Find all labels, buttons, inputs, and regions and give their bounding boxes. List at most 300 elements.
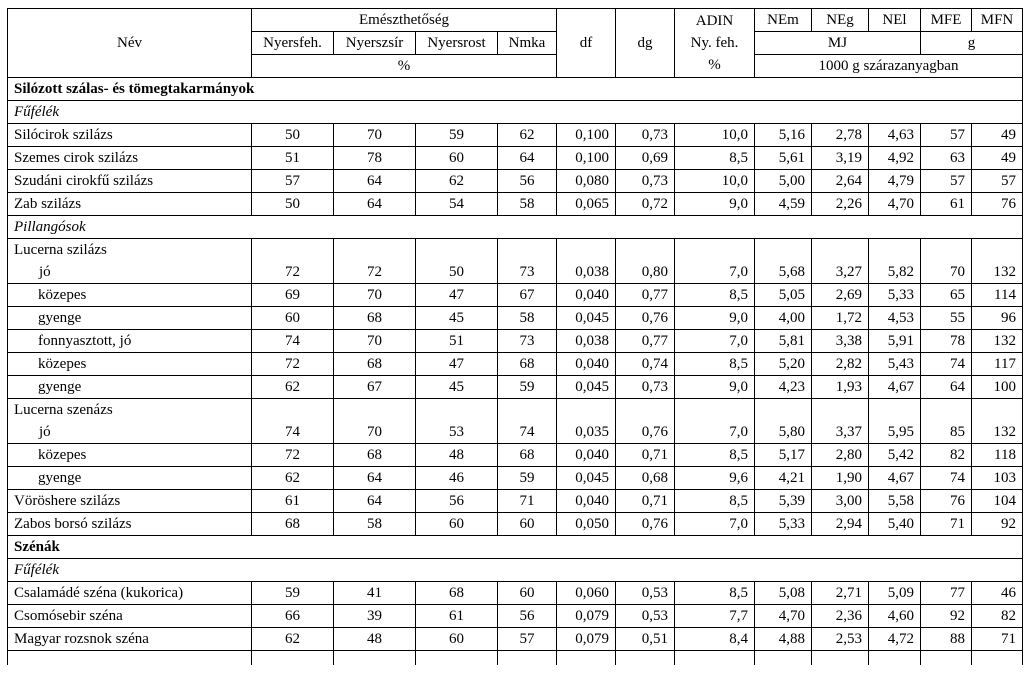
cell-value: 88 bbox=[921, 628, 972, 651]
cell-value: 96 bbox=[972, 307, 1023, 330]
cell-value: 74 bbox=[252, 330, 334, 353]
table-row bbox=[8, 628, 1023, 651]
cell-value: 45 bbox=[416, 307, 498, 330]
cell-value: 54 bbox=[416, 193, 498, 216]
cell-value: 4,70 bbox=[755, 605, 812, 628]
cell-value: 72 bbox=[252, 444, 334, 467]
table-row bbox=[8, 124, 1023, 147]
cell-value: 0,045 bbox=[557, 376, 616, 399]
cell-value: 10,0 bbox=[675, 124, 755, 147]
header-nmka: Nmka bbox=[498, 32, 557, 55]
cell-value: 1,93 bbox=[812, 376, 869, 399]
cell-value: 67 bbox=[334, 376, 416, 399]
cell-value: 5,91 bbox=[869, 330, 921, 353]
cell-value: 0,74 bbox=[616, 353, 675, 376]
cell-value: 7,7 bbox=[675, 605, 755, 628]
cell-value: 4,00 bbox=[755, 307, 812, 330]
cell-value: 58 bbox=[498, 307, 557, 330]
cell-value: 64 bbox=[334, 170, 416, 193]
row-name-text: jó bbox=[39, 264, 51, 280]
cell-value: 114 bbox=[972, 284, 1023, 307]
row-name: Csomósebir széna bbox=[8, 605, 252, 628]
header-adin-line3: % bbox=[708, 57, 721, 73]
cell-value: 39 bbox=[334, 605, 416, 628]
section-silozott bbox=[8, 78, 1023, 101]
cell-value: 62 bbox=[252, 467, 334, 490]
group-label: Lucerna szilázs bbox=[14, 242, 107, 258]
cell-value: 3,19 bbox=[812, 147, 869, 170]
cell-value: 4,63 bbox=[869, 124, 921, 147]
cell-value: 58 bbox=[498, 193, 557, 216]
cell-value: 60 bbox=[416, 147, 498, 170]
cell-value: 132 bbox=[972, 239, 1023, 284]
cell-value: 3,27 bbox=[812, 239, 869, 284]
cell-empty bbox=[755, 651, 812, 666]
header-mfn: MFN bbox=[972, 9, 1023, 32]
row-name: Zabos borsó szilázs bbox=[8, 513, 252, 536]
table-row bbox=[8, 444, 1023, 467]
cell-value: 60 bbox=[498, 582, 557, 605]
cell-value: 68 bbox=[334, 307, 416, 330]
cell-value: 3,00 bbox=[812, 490, 869, 513]
table-row bbox=[8, 513, 1023, 536]
header-adin bbox=[675, 9, 755, 78]
subsection-pillangosok bbox=[8, 216, 1023, 239]
header-adin-line2: Ny. feh. bbox=[690, 35, 739, 51]
cell-value: 1,90 bbox=[812, 467, 869, 490]
row-name bbox=[8, 399, 252, 444]
cell-value: 78 bbox=[334, 147, 416, 170]
cell-value: 5,08 bbox=[755, 582, 812, 605]
cell-value: 8,5 bbox=[675, 284, 755, 307]
cell-value: 61 bbox=[252, 490, 334, 513]
header-nem: NEm bbox=[755, 9, 812, 32]
row-name: közepes bbox=[8, 284, 252, 307]
header-mj: MJ bbox=[755, 32, 921, 55]
cell-value: 46 bbox=[972, 582, 1023, 605]
cell-value: 2,26 bbox=[812, 193, 869, 216]
cell-value: 2,82 bbox=[812, 353, 869, 376]
cell-value: 8,5 bbox=[675, 444, 755, 467]
cell-value: 70 bbox=[334, 124, 416, 147]
section-szenak-label: Szénák bbox=[8, 536, 1023, 559]
cell-value: 49 bbox=[972, 147, 1023, 170]
cell-value: 5,58 bbox=[869, 490, 921, 513]
cell-value: 0,050 bbox=[557, 513, 616, 536]
cell-value: 0,73 bbox=[616, 376, 675, 399]
table-row bbox=[8, 467, 1023, 490]
feed-table bbox=[7, 8, 1023, 665]
cell-value: 5,09 bbox=[869, 582, 921, 605]
cell-value: 74 bbox=[921, 353, 972, 376]
cell-value: 0,038 bbox=[557, 330, 616, 353]
cell-value: 41 bbox=[334, 582, 416, 605]
cell-value: 5,00 bbox=[755, 170, 812, 193]
cell-value: 49 bbox=[972, 124, 1023, 147]
cell-value: 9,0 bbox=[675, 376, 755, 399]
cell-value: 2,36 bbox=[812, 605, 869, 628]
subsection-fufelek-2-label: Fűfélék bbox=[8, 559, 1023, 582]
subsection-fufelek-1 bbox=[8, 101, 1023, 124]
subsection-pillangosok-label: Pillangósok bbox=[8, 216, 1023, 239]
cell-value: 0,77 bbox=[616, 284, 675, 307]
cell-value: 77 bbox=[921, 582, 972, 605]
cell-value: 5,95 bbox=[869, 399, 921, 444]
cell-value: 5,20 bbox=[755, 353, 812, 376]
cell-value: 0,53 bbox=[616, 582, 675, 605]
cell-value: 66 bbox=[252, 605, 334, 628]
row-name: Silócirok szilázs bbox=[8, 124, 252, 147]
cell-value: 85 bbox=[921, 399, 972, 444]
cell-value: 60 bbox=[416, 628, 498, 651]
cell-value: 0,100 bbox=[557, 147, 616, 170]
table-row bbox=[8, 399, 1023, 444]
row-name: gyenge bbox=[8, 467, 252, 490]
cell-value: 58 bbox=[334, 513, 416, 536]
cell-value: 70 bbox=[334, 330, 416, 353]
cell-value: 68 bbox=[252, 513, 334, 536]
cell-value: 5,33 bbox=[869, 284, 921, 307]
header-percent: % bbox=[252, 55, 557, 78]
cell-empty bbox=[675, 651, 755, 666]
cell-value: 64 bbox=[334, 193, 416, 216]
cell-value: 5,17 bbox=[755, 444, 812, 467]
cell-value: 0,045 bbox=[557, 467, 616, 490]
cell-value: 2,94 bbox=[812, 513, 869, 536]
cell-empty bbox=[812, 651, 869, 666]
cell-value: 5,81 bbox=[755, 330, 812, 353]
row-name: gyenge bbox=[8, 376, 252, 399]
cell-value: 68 bbox=[416, 582, 498, 605]
header-emeszthetoseg: Emészthetőség bbox=[252, 9, 557, 32]
cell-value: 0,73 bbox=[616, 170, 675, 193]
cell-value: 4,88 bbox=[755, 628, 812, 651]
cell-value: 57 bbox=[972, 170, 1023, 193]
cell-value: 60 bbox=[252, 307, 334, 330]
cell-value: 72 bbox=[252, 239, 334, 284]
cell-value: 56 bbox=[416, 490, 498, 513]
table-row bbox=[8, 353, 1023, 376]
cell-value: 4,92 bbox=[869, 147, 921, 170]
table-row bbox=[8, 239, 1023, 284]
cell-value: 71 bbox=[921, 513, 972, 536]
cell-value: 0,040 bbox=[557, 284, 616, 307]
cell-value: 62 bbox=[252, 376, 334, 399]
cell-empty bbox=[252, 651, 334, 666]
cell-value: 62 bbox=[498, 124, 557, 147]
cell-value: 0,060 bbox=[557, 582, 616, 605]
cell-value: 71 bbox=[498, 490, 557, 513]
cell-value: 5,16 bbox=[755, 124, 812, 147]
cell-value: 60 bbox=[498, 513, 557, 536]
cell-value: 5,39 bbox=[755, 490, 812, 513]
cell-value: 10,0 bbox=[675, 170, 755, 193]
cell-value: 2,71 bbox=[812, 582, 869, 605]
cell-value: 67 bbox=[498, 284, 557, 307]
cell-value: 0,045 bbox=[557, 307, 616, 330]
cell-value: 4,67 bbox=[869, 376, 921, 399]
cell-value: 59 bbox=[498, 467, 557, 490]
cell-value: 132 bbox=[972, 399, 1023, 444]
cell-value: 53 bbox=[416, 399, 498, 444]
cell-value: 5,33 bbox=[755, 513, 812, 536]
cell-value: 8,4 bbox=[675, 628, 755, 651]
cell-value: 0,51 bbox=[616, 628, 675, 651]
row-name-text: jó bbox=[39, 424, 51, 440]
header-adin-line1: ADIN bbox=[695, 13, 734, 29]
cell-value: 8,5 bbox=[675, 147, 755, 170]
cell-value: 0,040 bbox=[557, 444, 616, 467]
cell-value: 56 bbox=[498, 605, 557, 628]
cell-empty bbox=[498, 651, 557, 666]
cell-value: 57 bbox=[498, 628, 557, 651]
cell-value: 0,76 bbox=[616, 513, 675, 536]
cell-value: 2,69 bbox=[812, 284, 869, 307]
cell-empty bbox=[616, 651, 675, 666]
cell-empty bbox=[416, 651, 498, 666]
cell-value: 4,59 bbox=[755, 193, 812, 216]
header-nev: Név bbox=[8, 9, 252, 78]
cell-value: 132 bbox=[972, 330, 1023, 353]
cell-value: 82 bbox=[972, 605, 1023, 628]
cell-value: 47 bbox=[416, 353, 498, 376]
cell-value: 9,6 bbox=[675, 467, 755, 490]
row-name: közepes bbox=[8, 353, 252, 376]
cell-value: 50 bbox=[252, 193, 334, 216]
header-nyersrost: Nyersrost bbox=[416, 32, 498, 55]
cell-value: 70 bbox=[921, 239, 972, 284]
cell-value: 5,61 bbox=[755, 147, 812, 170]
cell-value: 61 bbox=[921, 193, 972, 216]
cell-value: 56 bbox=[498, 170, 557, 193]
row-name: Vöröshere szilázs bbox=[8, 490, 252, 513]
row-name: közepes bbox=[8, 444, 252, 467]
cell-value: 0,079 bbox=[557, 605, 616, 628]
cell-value: 60 bbox=[416, 513, 498, 536]
cell-value: 4,53 bbox=[869, 307, 921, 330]
section-silozott-label: Silózott szálas- és tömegtakarmányok bbox=[8, 78, 1023, 101]
row-name: fonnyasztott, jó bbox=[8, 330, 252, 353]
cell-value: 73 bbox=[498, 330, 557, 353]
cell-value: 64 bbox=[921, 376, 972, 399]
cell-value: 71 bbox=[972, 628, 1023, 651]
cell-value: 55 bbox=[921, 307, 972, 330]
cell-value: 0,080 bbox=[557, 170, 616, 193]
cell-value: 57 bbox=[252, 170, 334, 193]
cell-value: 64 bbox=[334, 490, 416, 513]
header-g: g bbox=[921, 32, 1023, 55]
cell-value: 72 bbox=[334, 239, 416, 284]
cell-value: 3,38 bbox=[812, 330, 869, 353]
subsection-fufelek-1-label: Fűfélék bbox=[8, 101, 1023, 124]
cell-value: 0,038 bbox=[557, 239, 616, 284]
table-row bbox=[8, 582, 1023, 605]
header-df: df bbox=[557, 9, 616, 78]
cell-value: 48 bbox=[334, 628, 416, 651]
cell-empty bbox=[869, 651, 921, 666]
cell-value: 61 bbox=[416, 605, 498, 628]
cell-value: 2,53 bbox=[812, 628, 869, 651]
table-row bbox=[8, 307, 1023, 330]
section-szenak bbox=[8, 536, 1023, 559]
cell-value: 63 bbox=[921, 147, 972, 170]
cell-value: 57 bbox=[921, 124, 972, 147]
cell-value: 104 bbox=[972, 490, 1023, 513]
cell-value: 103 bbox=[972, 467, 1023, 490]
cell-value: 68 bbox=[498, 444, 557, 467]
cell-value: 68 bbox=[334, 444, 416, 467]
row-name: Csalamádé széna (kukorica) bbox=[8, 582, 252, 605]
cell-value: 74 bbox=[921, 467, 972, 490]
cell-value: 4,67 bbox=[869, 467, 921, 490]
cell-value: 5,40 bbox=[869, 513, 921, 536]
row-name: Zab szilázs bbox=[8, 193, 252, 216]
cell-value: 5,42 bbox=[869, 444, 921, 467]
row-name: Magyar rozsnok széna bbox=[8, 628, 252, 651]
header-dg: dg bbox=[616, 9, 675, 78]
cell-value: 73 bbox=[498, 239, 557, 284]
group-label: Lucerna szenázs bbox=[14, 402, 113, 418]
row-name: Szemes cirok szilázs bbox=[8, 147, 252, 170]
cell-value: 74 bbox=[498, 399, 557, 444]
cell-value: 0,69 bbox=[616, 147, 675, 170]
cell-value: 0,72 bbox=[616, 193, 675, 216]
cell-value: 76 bbox=[972, 193, 1023, 216]
cell-value: 4,21 bbox=[755, 467, 812, 490]
cell-value: 5,68 bbox=[755, 239, 812, 284]
header-nyerszsir: Nyerszsír bbox=[334, 32, 416, 55]
cell-value: 50 bbox=[416, 239, 498, 284]
cell-value: 69 bbox=[252, 284, 334, 307]
cell-value: 4,72 bbox=[869, 628, 921, 651]
table-row bbox=[8, 490, 1023, 513]
cell-value: 51 bbox=[252, 147, 334, 170]
cell-empty bbox=[334, 651, 416, 666]
cell-value: 100 bbox=[972, 376, 1023, 399]
table-row-cutoff bbox=[8, 651, 1023, 666]
table-row bbox=[8, 376, 1023, 399]
cell-value: 51 bbox=[416, 330, 498, 353]
cell-value: 68 bbox=[498, 353, 557, 376]
cell-empty bbox=[8, 651, 252, 666]
cell-value: 4,60 bbox=[869, 605, 921, 628]
cell-value: 45 bbox=[416, 376, 498, 399]
cell-value: 0,68 bbox=[616, 467, 675, 490]
row-name: Szudáni cirokfű szilázs bbox=[8, 170, 252, 193]
table-row bbox=[8, 170, 1023, 193]
cell-value: 0,73 bbox=[616, 124, 675, 147]
cell-value: 9,0 bbox=[675, 193, 755, 216]
cell-value: 0,77 bbox=[616, 330, 675, 353]
row-name bbox=[8, 239, 252, 284]
cell-value: 74 bbox=[252, 399, 334, 444]
cell-value: 7,0 bbox=[675, 330, 755, 353]
table-row bbox=[8, 330, 1023, 353]
cell-value: 2,80 bbox=[812, 444, 869, 467]
cell-value: 62 bbox=[252, 628, 334, 651]
cell-value: 0,040 bbox=[557, 353, 616, 376]
cell-value: 118 bbox=[972, 444, 1023, 467]
cell-value: 92 bbox=[921, 605, 972, 628]
cell-value: 9,0 bbox=[675, 307, 755, 330]
cell-value: 8,5 bbox=[675, 490, 755, 513]
cell-value: 117 bbox=[972, 353, 1023, 376]
cell-value: 0,035 bbox=[557, 399, 616, 444]
cell-value: 76 bbox=[921, 490, 972, 513]
cell-value: 0,065 bbox=[557, 193, 616, 216]
cell-value: 50 bbox=[252, 124, 334, 147]
cell-value: 1,72 bbox=[812, 307, 869, 330]
cell-value: 47 bbox=[416, 284, 498, 307]
table-row bbox=[8, 147, 1023, 170]
cell-value: 3,37 bbox=[812, 399, 869, 444]
cell-empty bbox=[972, 651, 1023, 666]
cell-value: 68 bbox=[334, 353, 416, 376]
cell-value: 0,100 bbox=[557, 124, 616, 147]
table-row bbox=[8, 193, 1023, 216]
cell-value: 8,5 bbox=[675, 353, 755, 376]
cell-value: 0,53 bbox=[616, 605, 675, 628]
cell-value: 72 bbox=[252, 353, 334, 376]
table-row bbox=[8, 605, 1023, 628]
cell-value: 2,64 bbox=[812, 170, 869, 193]
table-row bbox=[8, 284, 1023, 307]
cell-empty bbox=[921, 651, 972, 666]
cell-value: 59 bbox=[252, 582, 334, 605]
cell-empty bbox=[557, 651, 616, 666]
cell-value: 5,80 bbox=[755, 399, 812, 444]
cell-value: 0,079 bbox=[557, 628, 616, 651]
cell-value: 0,80 bbox=[616, 239, 675, 284]
header-mfe: MFE bbox=[921, 9, 972, 32]
header-nyersfeh: Nyersfeh. bbox=[252, 32, 334, 55]
cell-value: 4,79 bbox=[869, 170, 921, 193]
cell-value: 4,23 bbox=[755, 376, 812, 399]
cell-value: 5,05 bbox=[755, 284, 812, 307]
header-nel: NEl bbox=[869, 9, 921, 32]
cell-value: 57 bbox=[921, 170, 972, 193]
cell-value: 64 bbox=[498, 147, 557, 170]
header-basis: 1000 g szárazanyagban bbox=[755, 55, 1023, 78]
cell-value: 5,82 bbox=[869, 239, 921, 284]
cell-value: 48 bbox=[416, 444, 498, 467]
cell-value: 0,76 bbox=[616, 399, 675, 444]
cell-value: 0,71 bbox=[616, 490, 675, 513]
cell-value: 70 bbox=[334, 284, 416, 307]
cell-value: 62 bbox=[416, 170, 498, 193]
cell-value: 7,0 bbox=[675, 239, 755, 284]
cell-value: 4,70 bbox=[869, 193, 921, 216]
cell-value: 7,0 bbox=[675, 513, 755, 536]
cell-value: 65 bbox=[921, 284, 972, 307]
cell-value: 70 bbox=[334, 399, 416, 444]
header-row-1 bbox=[8, 9, 1023, 32]
cell-value: 59 bbox=[416, 124, 498, 147]
cell-value: 64 bbox=[334, 467, 416, 490]
cell-value: 0,76 bbox=[616, 307, 675, 330]
subsection-fufelek-2 bbox=[8, 559, 1023, 582]
cell-value: 46 bbox=[416, 467, 498, 490]
header-neg: NEg bbox=[812, 9, 869, 32]
cell-value: 92 bbox=[972, 513, 1023, 536]
cell-value: 59 bbox=[498, 376, 557, 399]
cell-value: 0,040 bbox=[557, 490, 616, 513]
cell-value: 7,0 bbox=[675, 399, 755, 444]
cell-value: 0,71 bbox=[616, 444, 675, 467]
cell-value: 2,78 bbox=[812, 124, 869, 147]
cell-value: 82 bbox=[921, 444, 972, 467]
cell-value: 78 bbox=[921, 330, 972, 353]
